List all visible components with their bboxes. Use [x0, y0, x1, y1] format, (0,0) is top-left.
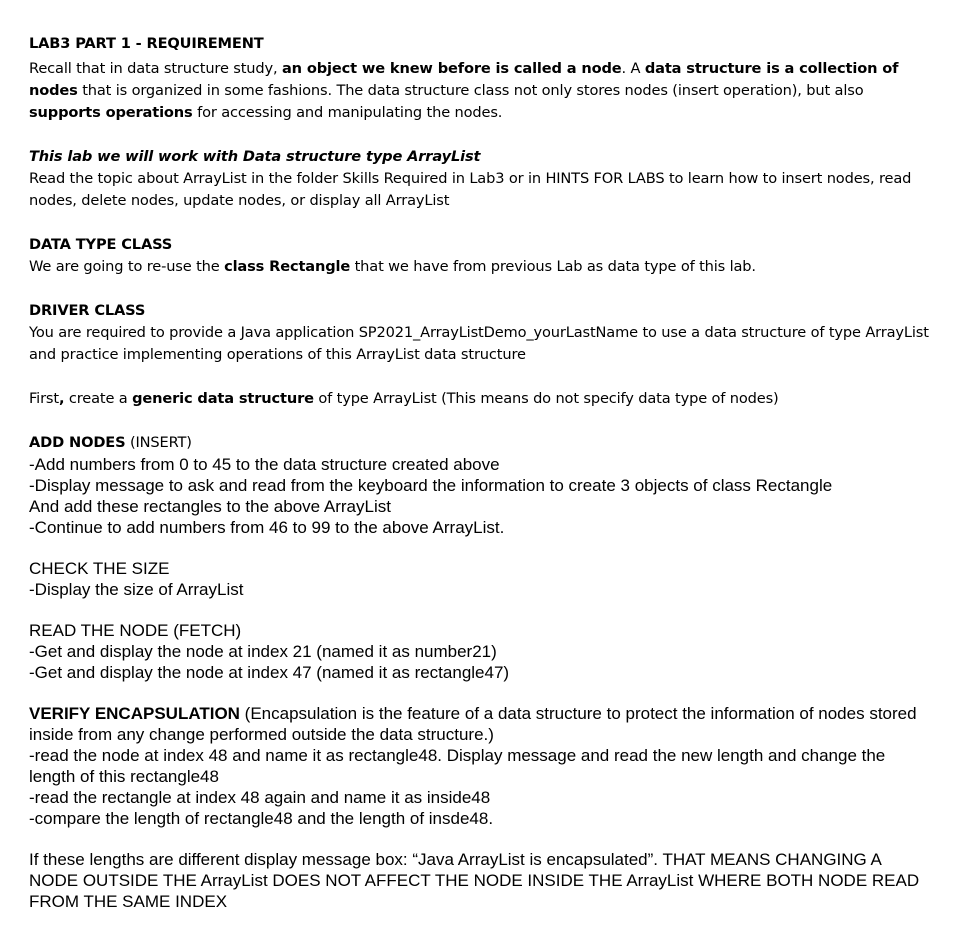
page-title: LAB3 PART 1 - REQUIREMENT	[29, 35, 264, 52]
arraylist-heading: This lab we will work with Data structure type ArrayList	[29, 148, 481, 165]
read-node-line: -Get and display the node at index 21 (named it as number21)	[29, 642, 497, 661]
first-paragraph: First, create a generic data structure of type ArrayList (This means do not specify data type of nodes)	[29, 390, 779, 407]
document-body	[29, 33, 934, 912]
arraylist-paragraph: Read the topic about ArrayList in the folder Skills Required in Lab3 or in HINTS FOR LABS to learn how to insert nodes, read nodes, delete nodes, update nodes, or display all ArrayList	[29, 170, 912, 209]
spacer	[29, 829, 934, 849]
check-size-line: -Display the size of ArrayList	[29, 580, 244, 599]
spacer	[29, 683, 934, 703]
spacer	[29, 538, 934, 558]
verify-encapsulation-heading: VERIFY ENCAPSULATION (Encapsulation is the feature of a data structure to protect the information of nodes stored inside from any change performed outside the data structure.)	[29, 704, 917, 744]
spacer	[29, 124, 934, 146]
check-size-heading: CHECK THE SIZE	[29, 559, 170, 578]
driver-class-heading: DRIVER CLASS	[29, 302, 146, 319]
spacer	[29, 600, 934, 620]
verify-line: -read the rectangle at index 48 again and name it as inside48	[29, 788, 491, 807]
spacer	[29, 278, 934, 300]
add-nodes-line: And add these rectangles to the above ArrayList	[29, 497, 391, 516]
verify-line: -read the node at index 48 and name it as rectangle48. Display message and read the new length and change the length of this rectangle48	[29, 746, 886, 786]
verify-line: -compare the length of rectangle48 and the length of insde48.	[29, 809, 494, 828]
intro-paragraph: Recall that in data structure study, an object we knew before is called a node. A data structure is a collection of nodes that is organized in some fashions. The data structure class not only stores nodes (insert operation), but also supports operations for accessing and manipulating the nodes.	[29, 60, 899, 121]
add-nodes-line: -Display message to ask and read from the keyboard the information to create 3 objects of class Rectangle	[29, 476, 833, 495]
spacer	[29, 212, 934, 234]
driver-class-paragraph: You are required to provide a Java application SP2021_ArrayListDemo_yourLastName to use a data structure of type ArrayList and practice implementing operations of this ArrayList data structure	[29, 324, 929, 363]
read-node-heading: READ THE NODE (FETCH)	[29, 621, 242, 640]
data-type-class-paragraph: We are going to re-use the class Rectangle that we have from previous Lab as data type of this lab.	[29, 258, 756, 275]
spacer	[29, 366, 934, 388]
conclusion-paragraph: If these lengths are different display message box: “Java ArrayList is encapsulated”. THAT MEANS CHANGING A NODE OUTSIDE THE ArrayList DOES NOT AFFECT THE NODE INSIDE THE ArrayList WHERE BOTH NODE READ FROM THE SAME INDEX	[29, 850, 920, 911]
spacer	[29, 410, 934, 432]
add-nodes-heading: ADD NODES (INSERT)	[29, 434, 192, 451]
data-type-class-heading: DATA TYPE CLASS	[29, 236, 173, 253]
add-nodes-line: -Continue to add numbers from 46 to 99 to the above ArrayList.	[29, 518, 505, 537]
add-nodes-line: -Add numbers from 0 to 45 to the data structure created above	[29, 455, 500, 474]
read-node-line: -Get and display the node at index 47 (named it as rectangle47)	[29, 663, 510, 682]
